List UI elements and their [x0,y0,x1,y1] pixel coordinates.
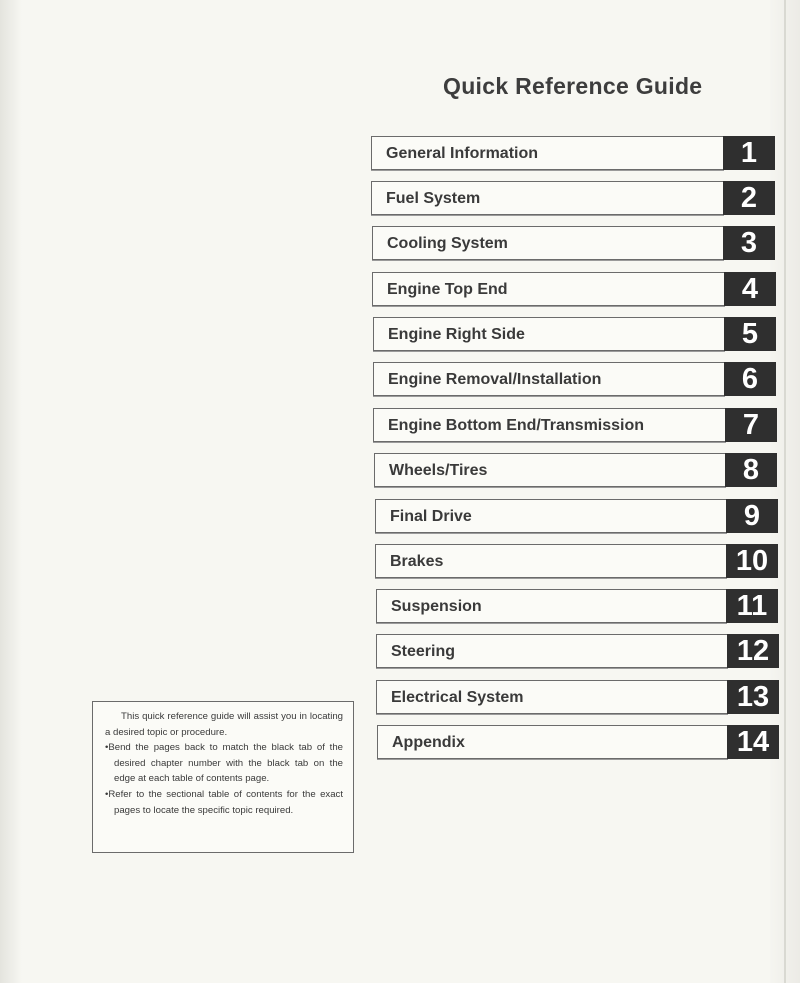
chapter-label-box [377,725,728,759]
chapter-tab[interactable]: 12 [727,634,779,668]
chapter-tab[interactable]: 10 [726,544,778,578]
chapter-row-engine-right-side[interactable] [373,317,776,351]
chapter-row-wheels-tires[interactable] [374,453,777,487]
chapter-label-box [373,317,725,351]
chapter-label-box [372,272,725,306]
instructions-bullet: •Refer to the sectional table of contents for the exact pages to locate the specific topic required. [105,788,343,816]
chapter-tab[interactable]: 9 [726,499,778,533]
chapter-row-cooling-system[interactable] [372,226,775,260]
chapter-label: Fuel System [386,190,481,207]
chapter-label: General Information [386,145,539,162]
chapter-row-general-information[interactable] [371,136,775,170]
chapter-tab[interactable]: 6 [724,362,776,396]
chapter-label: Suspension [391,598,482,615]
chapter-tab[interactable]: 3 [723,226,775,260]
instructions-bullet: •Bend the pages back to match the black tab of the desired chapter number with the black tab on the edge at each table of contents page. [105,742,343,785]
chapter-label-box [371,136,724,170]
chapter-row-engine-top-end[interactable] [372,272,776,306]
chapter-row-suspension[interactable] [376,589,778,623]
chapter-label-box [371,181,724,215]
chapter-row-electrical-system[interactable] [376,680,779,714]
chapter-label-box [376,634,728,668]
chapter-label: Brakes [390,553,444,570]
chapter-label: Engine Right Side [388,326,525,343]
chapter-label: Appendix [392,734,465,751]
chapter-label: Engine Bottom End/Transmission [388,417,645,434]
chapter-label-box [373,362,725,396]
chapter-tab[interactable]: 4 [724,272,776,306]
chapter-label-box [372,226,724,260]
chapter-label-box [375,544,727,578]
instructions-box [92,701,354,853]
chapter-tab[interactable]: 11 [726,589,778,623]
chapter-label-box [376,680,728,714]
chapter-label-box [376,589,727,623]
chapter-label: Wheels/Tires [389,462,488,479]
chapter-label-box [373,408,726,442]
chapter-label-box [374,453,726,487]
chapter-row-engine-removal-installation[interactable] [373,362,776,396]
chapter-row-fuel-system[interactable] [371,181,775,215]
chapter-label: Engine Removal/Installation [388,371,602,388]
chapter-row-final-drive[interactable] [375,499,778,533]
chapter-row-appendix[interactable] [377,725,779,759]
chapter-row-engine-bottom-end-transmission[interactable] [373,408,777,442]
chapter-label: Final Drive [390,508,472,525]
chapter-row-steering[interactable] [376,634,779,668]
chapter-tab[interactable]: 13 [727,680,779,714]
chapter-tab[interactable]: 7 [725,408,777,442]
chapter-label: Steering [391,643,456,660]
chapter-label: Engine Top End [387,281,508,298]
chapter-tab[interactable]: 1 [723,136,775,170]
chapter-label: Electrical System [391,689,524,706]
chapter-tab[interactable]: 8 [725,453,777,487]
chapter-tab[interactable]: 5 [724,317,776,351]
chapter-row-brakes[interactable] [375,544,778,578]
instructions-intro: This quick reference guide will assist you in locating a desired topic or procedure. [105,711,343,738]
chapter-label-box [375,499,727,533]
page-title: Quick Reference Guide [443,73,703,99]
chapter-tab[interactable]: 14 [727,725,779,759]
chapter-label: Cooling System [387,235,508,252]
chapter-tab[interactable]: 2 [723,181,775,215]
